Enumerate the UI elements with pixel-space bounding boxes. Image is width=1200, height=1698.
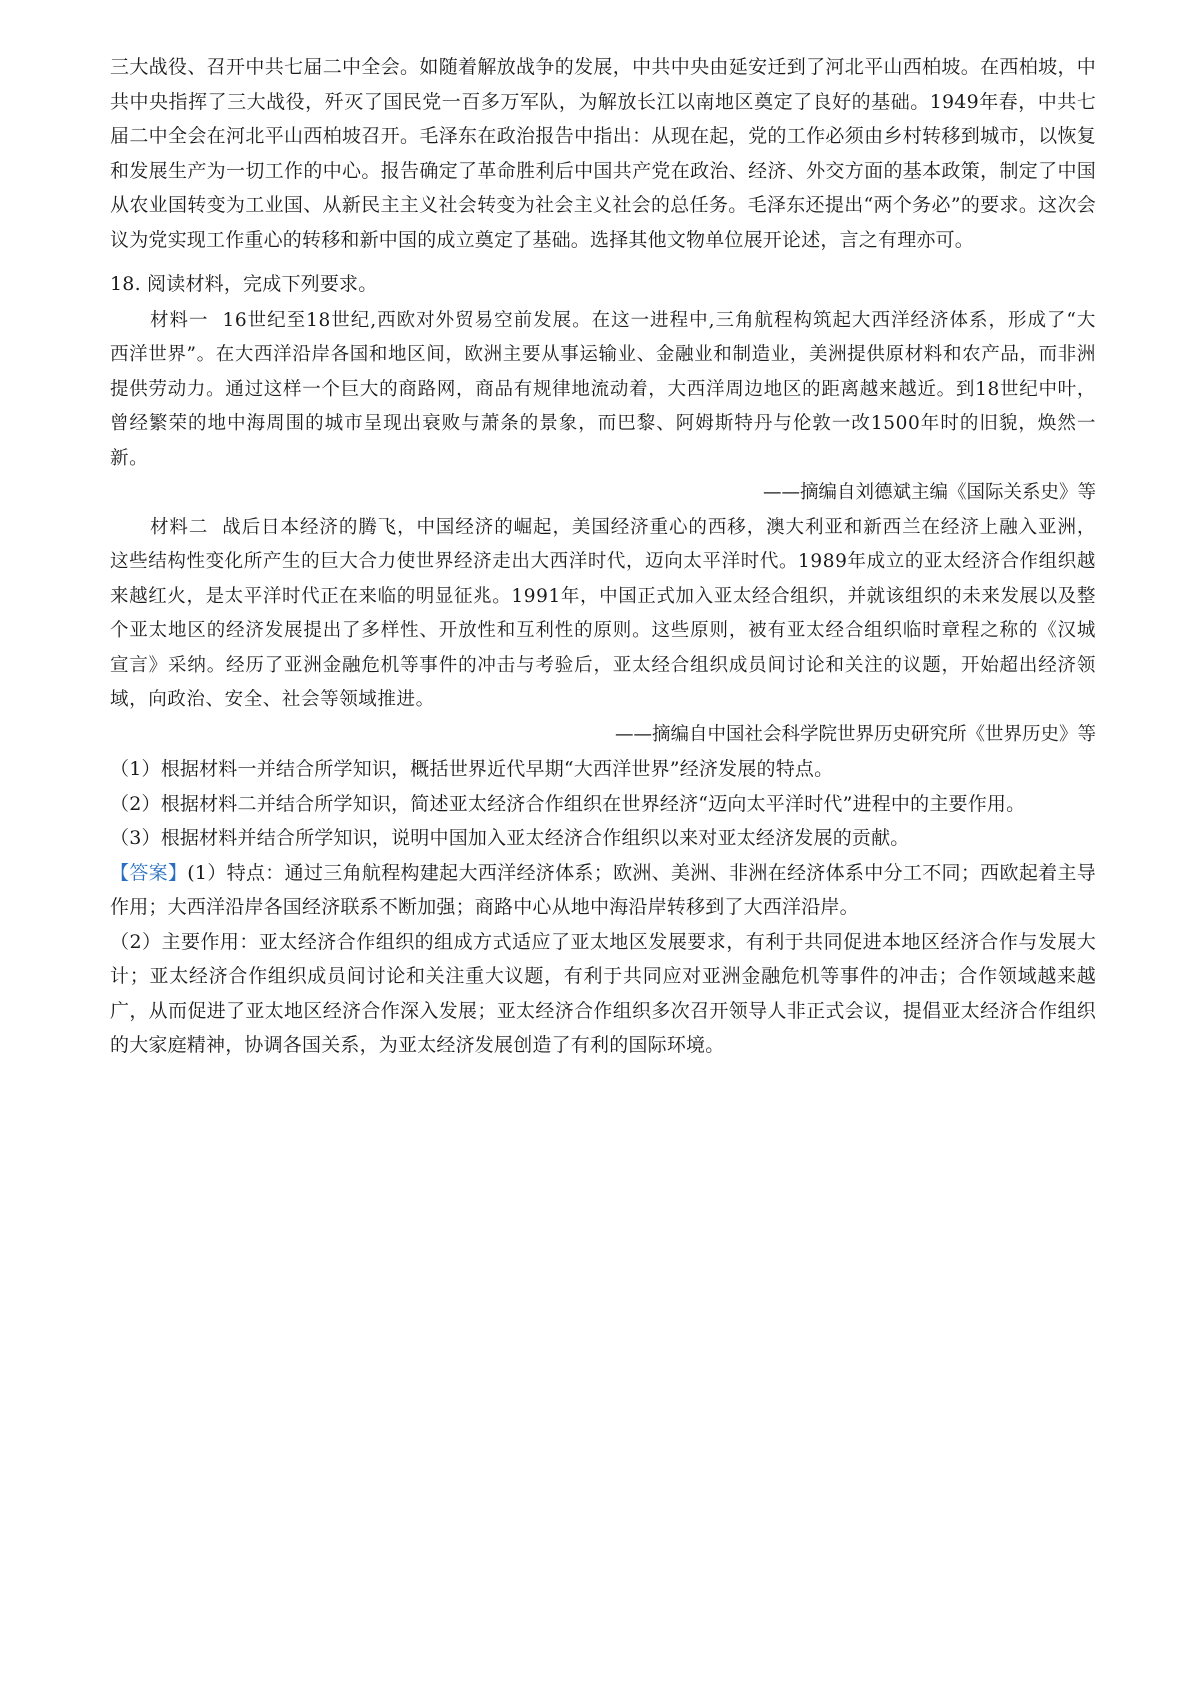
sub-question-1: （1）根据材料一并结合所学知识，概括世界近代早期“大西洋世界”经济发展的特点。 — [110, 758, 834, 780]
answer-part-2: （2）主要作用：亚太经济合作组织的组成方式适应了亚太地区发展要求，有利于共同促进本地区经济合作与发展大计；亚太经济合作组织成员间讨论和关注重大议题，有利于共同应对亚洲金融危机等事件的冲击；合作领域越来越广，从而促进了亚太地区经济合作深入发展；亚太经济合作组织多次召开领导人非正式会议，提倡亚太经济合作组织的大家庭精神，协调各国关系，为亚太经济发展创造了有利的国际环境。 — [110, 930, 1096, 1056]
answer-part-1-text: (1）特点：通过三角航程构建起大西洋经济体系；欧洲、美洲、非洲在经济体系中分工不同；西欧起着主导作用；大西洋沿岸各国经济联系不断加强；商路中心从地中海沿岸转移到了大西洋沿岸。 — [110, 861, 1096, 918]
sub-question-3: （3）根据材料并结合所学知识，说明中国加入亚太经济合作组织以来对亚太经济发展的贡献。 — [110, 827, 910, 849]
intro-paragraph: 三大战役、召开中共七届二中全会。如随着解放战争的发展，中共中央由延安迁到了河北平山西柏坡。在西柏坡，中共中央指挥了三大战役，歼灭了国民党一百多万军队，为解放长江以南地区奠定了良好的基础。1949年春，中共七届二中全会在河北平山西柏坡召开。毛泽东在政治报告中指出：从现在起，党的工作必须由乡村转移到城市，以恢复和发展生产为一切工作的中心。报告确定了革命胜利后中国共产党在政治、经济、外交方面的基本政策，制定了中国从农业国转变为工业国、从新民主主义社会转变为社会主义社会的总任务。毛泽东还提出“两个务必”的要求。这次会议为党实现工作重心的转移和新中国的成立奠定了基础。选择其他文物单位展开论述，言之有理亦可。 — [110, 56, 1096, 251]
answer-tag: 【答案】 — [110, 861, 188, 884]
question-title: 18. 阅读材料，完成下列要求。 — [110, 273, 378, 295]
material-two — [110, 511, 1096, 718]
material-one-text: 16世纪至18世纪,西欧对外贸易空前发展。在这一进程中,三角航程构筑起大西洋经济体系，形成了“大西洋世界”。在大西洋沿岸各国和地区间，欧洲主要从事运输业、金融业和制造业，美洲提供原材料和农产品，而非洲提供劳动力。通过这样一个巨大的商路网，商品有规律地流动着，大西洋周边地区的距离越来越近。到18世纪中叶，曾经繁荣的地中海周围的城市呈现出衰败与萧条的景象，而巴黎、阿姆斯特丹与伦敦一改1500年时的旧貌，焕然一新。 — [110, 309, 1096, 469]
answer-part-1 — [110, 856, 1096, 925]
sub-question-2: （2）根据材料二并结合所学知识，简述亚太经济合作组织在世界经济“迈向太平洋时代”进程中的主要作用。 — [110, 792, 1026, 815]
material-two-text: 战后日本经济的腾飞，中国经济的崛起，美国经济重心的西移，澳大利亚和新西兰在经济上融入亚洲，这些结构性变化所产生的巨大合力使世界经济走出大西洋时代，迈向太平洋时代。1989年成立的亚太经济合作组织越来越红火，是太平洋时代正在来临的明显征兆。1991年，中国正式加入亚太经合组织，并就该组织的未来发展以及整个亚太地区的经济发展提出了多样性、开放性和互利性的原则。这些原则，被有亚太经合组织临时章程之称的《汉城宣言》采纳。经历了亚洲金融危机等事件的冲击与考验后，亚太经合组织成员间讨论和关注的议题，开始超出经济领域，向政治、安全、社会等领域推进。 — [110, 516, 1096, 710]
material-one-label: 材料一 — [150, 309, 209, 331]
material-one-source: ——摘编自刘德斌主编《国际关系史》等 — [762, 482, 1096, 503]
material-two-label: 材料二 — [150, 516, 209, 538]
material-one — [110, 304, 1096, 477]
material-two-source: ——摘编自中国社会科学院世界历史研究所《世界历史》等 — [614, 723, 1096, 745]
